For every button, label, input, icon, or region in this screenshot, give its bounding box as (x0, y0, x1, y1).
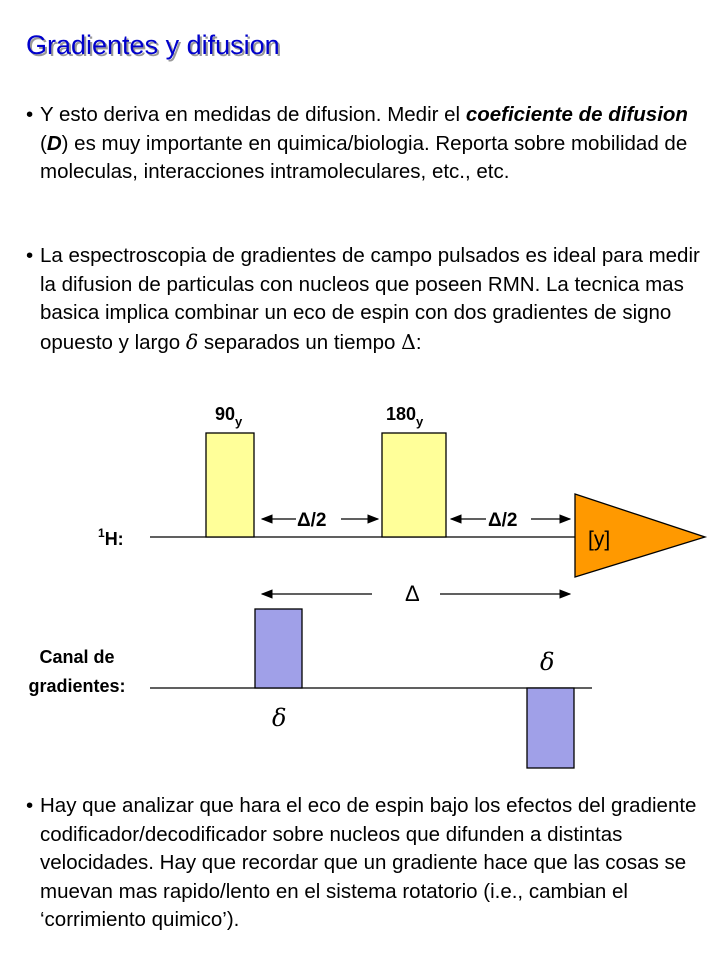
delta-label-second-gradient: δ (540, 648, 555, 676)
half-delay-label-2: Δ/2 (488, 510, 518, 531)
pulse-90y-label: $90_y$ (215, 404, 243, 429)
gradient-channel-label-line1: Canal de (39, 647, 115, 667)
symbol-D: D (46, 131, 62, 155)
bullet-echo-analysis (26, 792, 706, 935)
pulse-180y-label: $180_y$ (386, 404, 424, 429)
page-title: Gradientes y difusion (26, 30, 280, 60)
text-run: Y esto deriva en medidas de difusion. Medir el (40, 103, 466, 126)
text-run: La espectroscopia de gradientes de campo pulsados es ideal para medir la difusion de particulas con nucleos que poseen RMN. La tecnica mas basica implica combinar un eco de espin con dos gradientes de signo opuesto y largo (40, 244, 700, 354)
gradient-pulse-positive (255, 609, 302, 688)
text-run: : (415, 330, 422, 354)
delta-label-first-gradient: δ (272, 704, 287, 732)
pulse-180y (382, 433, 446, 537)
bullet-marker: • (26, 794, 34, 817)
acquisition-phase-label: [y] (588, 528, 611, 551)
bullet-marker: • (26, 103, 34, 126)
gradient-channel-label-line2: gradientes: (28, 676, 126, 696)
big-delta-label: Δ (405, 581, 420, 606)
text-run: ( (40, 131, 47, 155)
text-run: ) es muy importante en quimica/biologia. Reporta sobre mobilidad de moleculas, interacciones intramoleculares, etc., etc. (40, 131, 688, 183)
bullet-text: Hay que analizar que hara el eco de espin bajo los efectos del gradiente codificador/decodificador sobre nucleos que difunden a distintas velocidades. Hay que recordar que un gradiente hace que las cosas se muevan mas rapido/lento en el sistema rotatorio (i.e., cambian el ‘corrimiento quimico’). (40, 794, 697, 931)
symbol-big-delta: Δ (401, 329, 416, 354)
symbol-small-delta: δ (185, 329, 199, 354)
text-run: separados un tiempo (198, 330, 402, 354)
gradient-pulse-negative (527, 688, 574, 768)
term-diffusion-coefficient: coeficiente de difusion (465, 103, 688, 126)
proton-channel-label: $^1$H: (98, 526, 124, 549)
bullet-marker: • (26, 244, 34, 267)
pulse-90y (206, 433, 254, 537)
half-delay-label-1: Δ/2 (297, 510, 327, 531)
